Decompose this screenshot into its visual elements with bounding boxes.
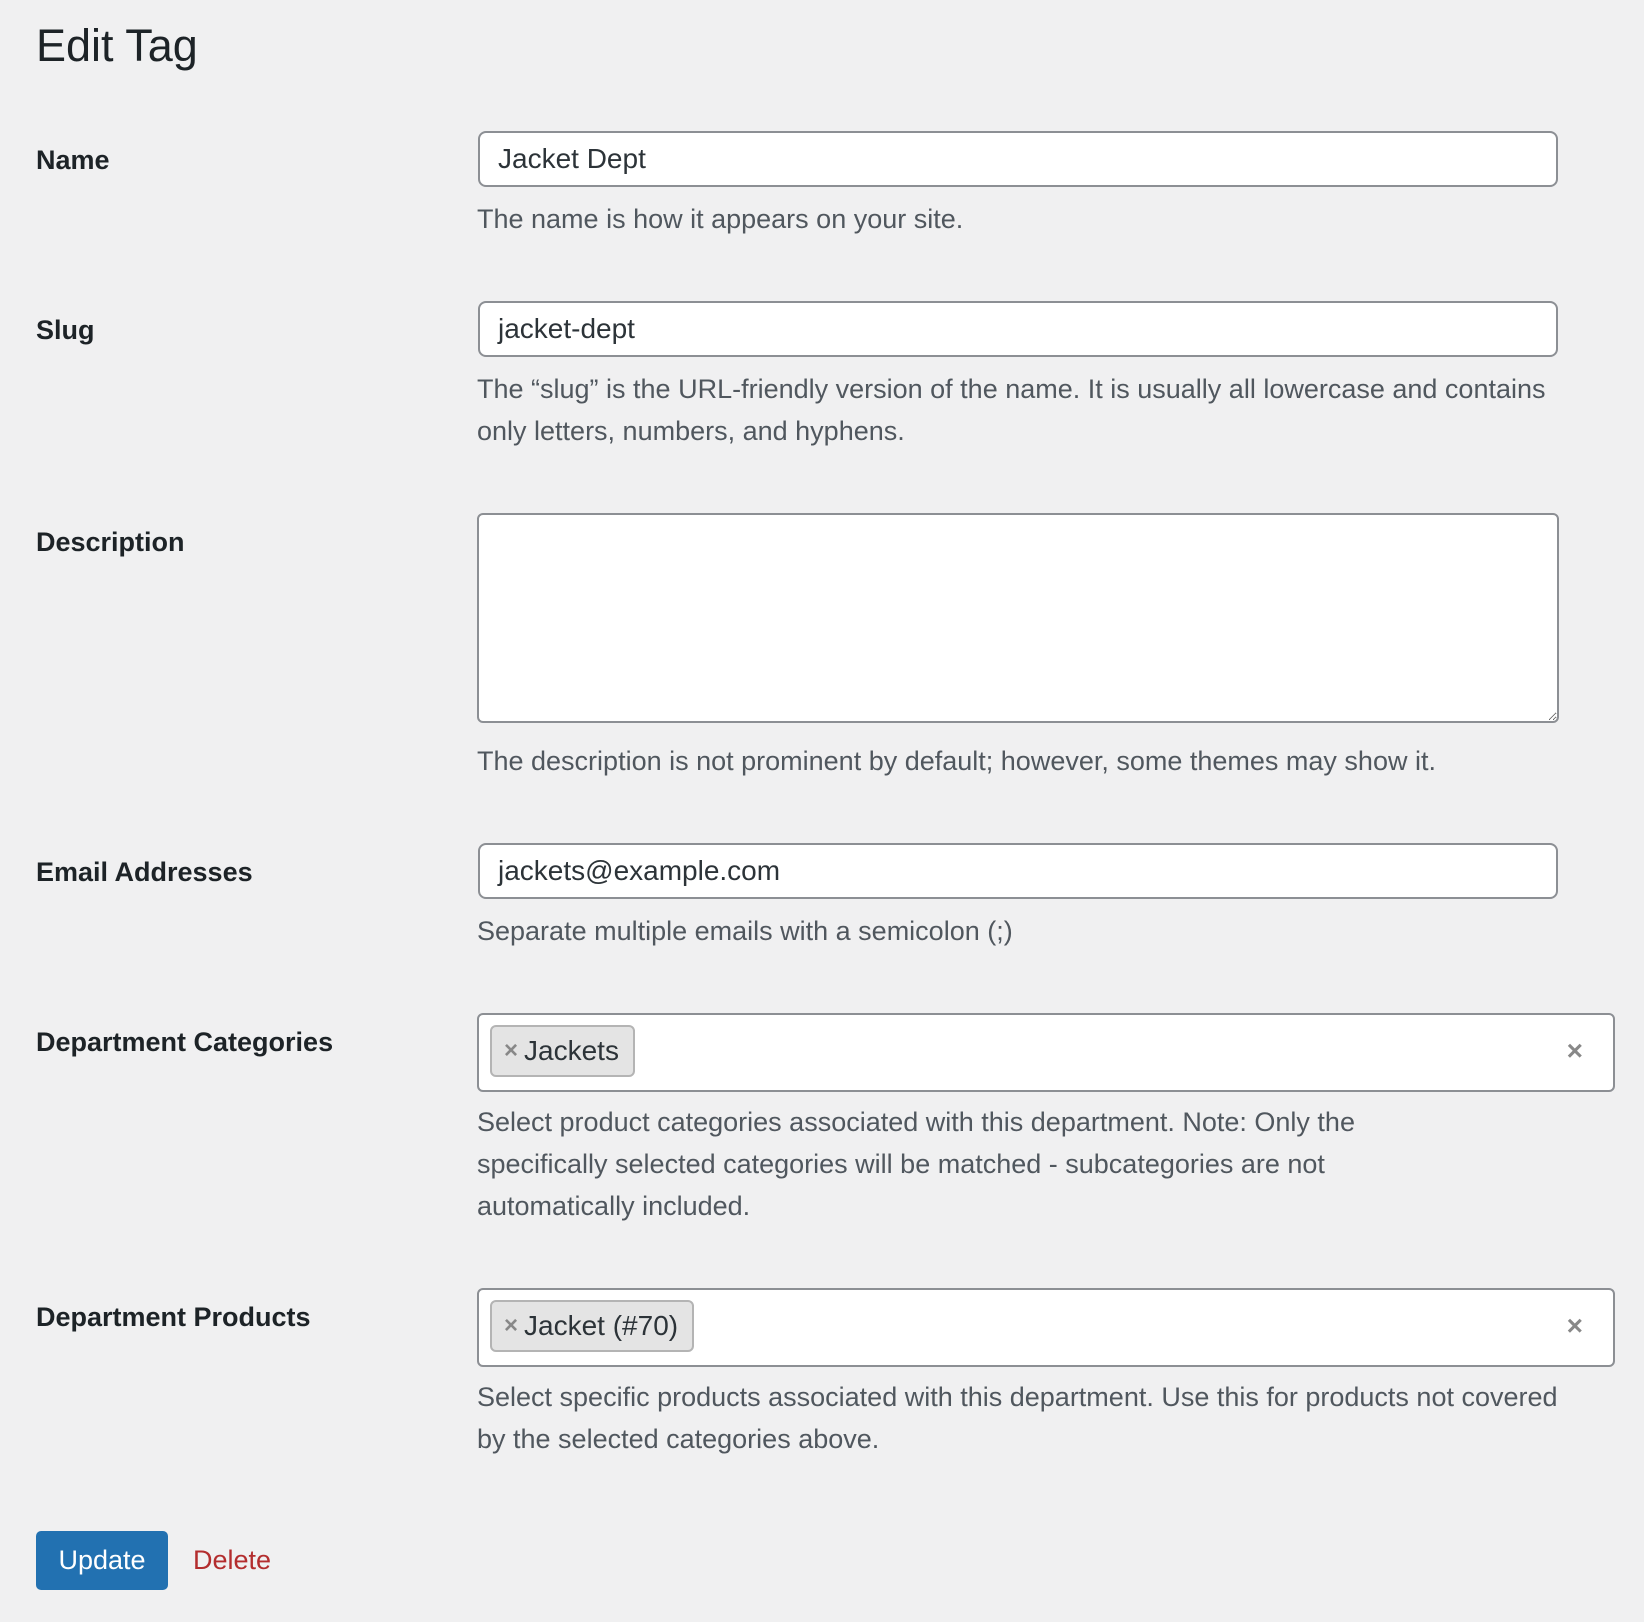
remove-chip-icon[interactable]: × <box>504 1037 519 1064</box>
products-select[interactable] <box>477 1288 1615 1367</box>
categories-help: Select product categories associated with this department. Note: Only the specifically selected categories will be matched - subcategories are not automatically included. <box>477 1107 1355 1221</box>
email-input[interactable]: jackets@example.com <box>478 843 1558 899</box>
name-input[interactable]: Jacket Dept <box>478 131 1558 187</box>
category-chip <box>490 1025 635 1077</box>
email-help: Separate multiple emails with a semicolon (;) <box>477 916 1013 946</box>
chip-label: Jacket (#70) <box>524 1310 679 1341</box>
slug-label: Slug <box>36 315 95 345</box>
product-chip <box>490 1300 694 1352</box>
page-title: Edit Tag <box>36 20 198 71</box>
name-help: The name is how it appears on your site. <box>477 204 964 234</box>
products-label: Department Products <box>36 1302 311 1332</box>
description-textarea[interactable] <box>477 513 1559 723</box>
description-help: The description is not prominent by default; however, some themes may show it. <box>477 746 1436 776</box>
email-label: Email Addresses <box>36 857 253 887</box>
categories-label: Department Categories <box>36 1027 334 1057</box>
delete-link[interactable]: Delete <box>193 1545 272 1575</box>
slug-input[interactable]: jacket-dept <box>478 301 1558 357</box>
categories-select[interactable] <box>477 1013 1615 1092</box>
chip-label: Jackets <box>524 1035 619 1066</box>
name-label: Name <box>36 145 110 175</box>
clear-icon[interactable]: × <box>1566 1035 1583 1066</box>
description-label: Description <box>36 527 185 557</box>
products-help: Select specific products associated with this department. Use this for products not covered by the selected categories above. <box>477 1382 1558 1454</box>
slug-help: The “slug” is the URL-friendly version of the name. It is usually all lowercase and contains only letters, numbers, and hyphens. <box>477 374 1546 446</box>
update-button[interactable]: Update <box>36 1531 168 1590</box>
clear-icon[interactable]: × <box>1566 1310 1583 1341</box>
remove-chip-icon[interactable]: × <box>504 1312 519 1339</box>
